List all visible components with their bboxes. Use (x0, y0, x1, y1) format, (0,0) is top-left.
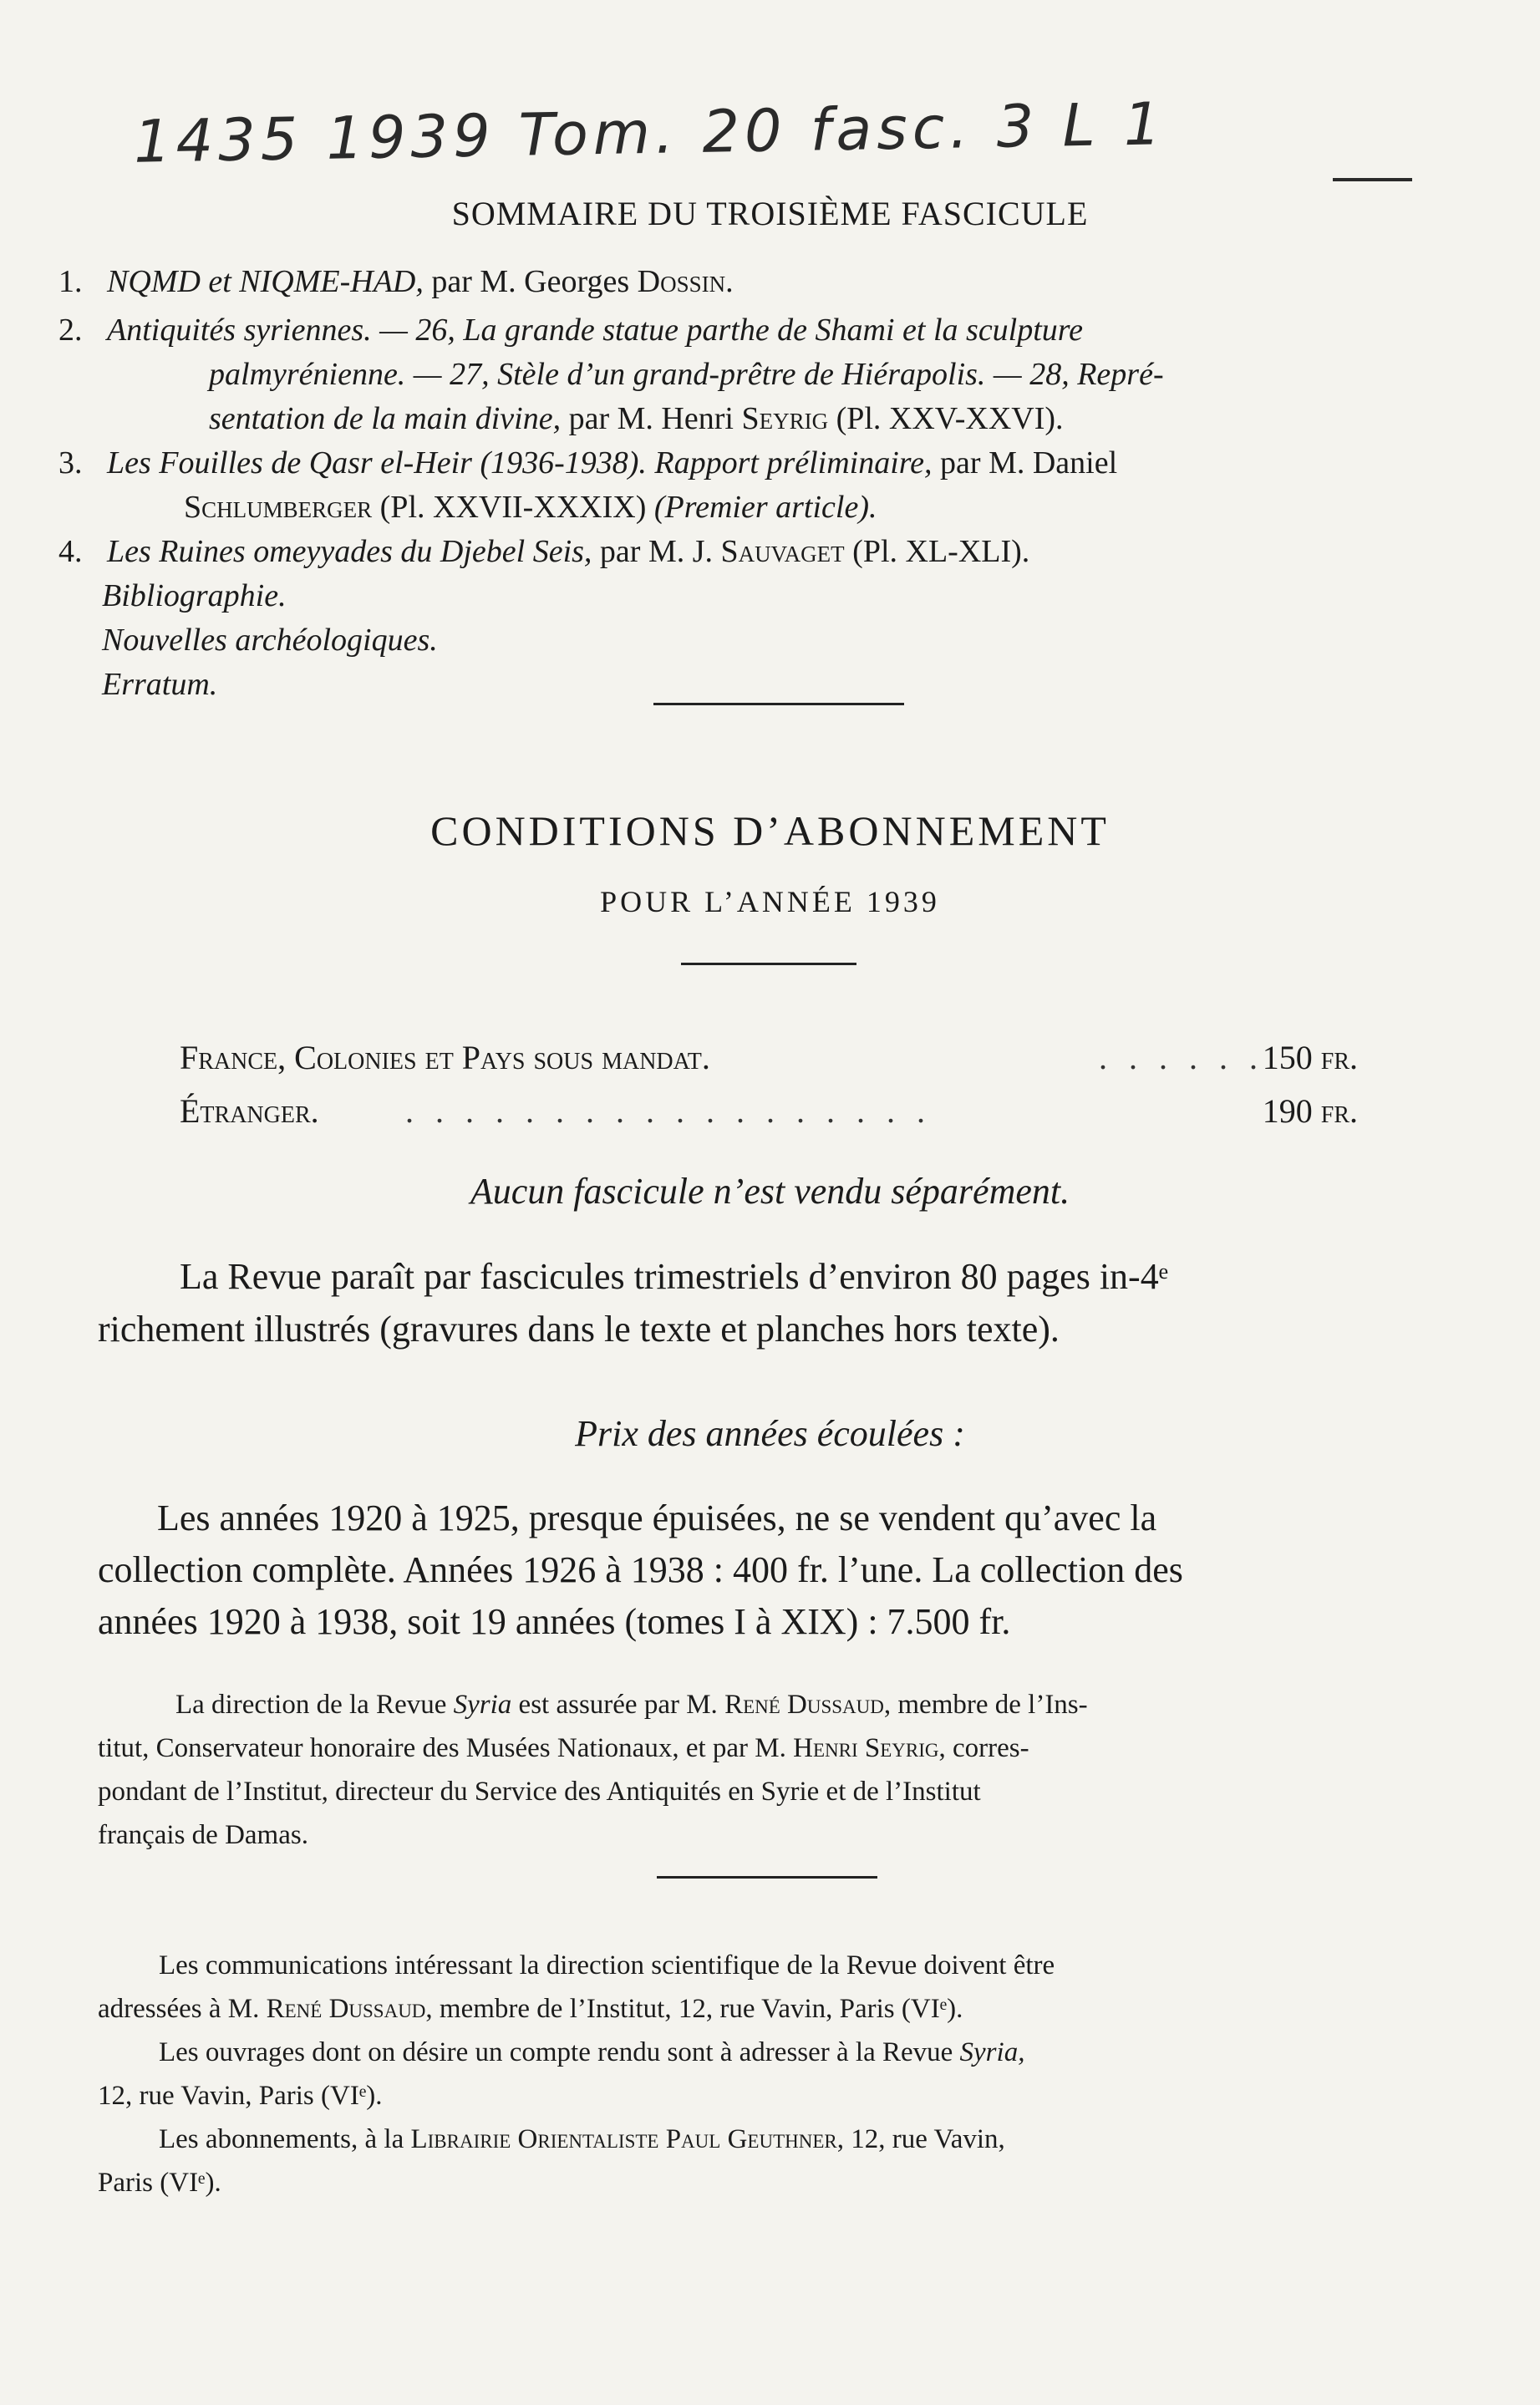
handwritten-catalog-note: 1435 1939 Tom. 20 fasc. 3 L 1 (133, 89, 1166, 176)
sommaire-item-3-line-1: 3. Les Fouilles de Qasr el-Heir (1936-1938). Rapport préliminaire, par M. Daniel (58, 445, 1118, 480)
sommaire-erratum: Erratum. (102, 667, 218, 702)
revue-paragraph-line-1: La Revue paraît par fascicules trimestriels d’environ 80 pages in-4ᵉ (180, 1256, 1168, 1297)
sommaire-item-2-line-2: palmyrénienne. — 27, Stèle d’un grand-prêtre de Hiérapolis. — 28, Repré- (209, 357, 1164, 392)
communications-line-3: Les ouvrages dont on désire un compte rendu sont à adresser à la Revue Syria, (159, 2037, 1025, 2067)
communications-line-6: Paris (VIᵉ). (98, 2168, 221, 2198)
revue-paragraph-line-2: richement illustrés (gravures dans le texte et planches hors texte). (98, 1309, 1060, 1350)
sommaire-title: SOMMAIRE DU TROISIÈME FASCICULE (451, 195, 1089, 232)
conditions-subtitle: POUR L’ANNÉE 1939 (600, 885, 940, 918)
direction-line-4: français de Damas. (98, 1820, 308, 1850)
sommaire-item-2-line-3: sentation de la main divine, par M. Henri Seyrig (Pl. XXV-XXVI). (209, 401, 1064, 436)
prix-heading: Prix des années écoulées : (575, 1413, 965, 1454)
document-page: 1435 1939 Tom. 20 fasc. 3 L 1 SOMMAIRE DU TROISIÈME FASCICULE 1. NQMD et NIQME-HAD, par M. Georges Dossin. 2. Antiquités syriennes. — 26, La grande statue parthe de Shami et la sculpture palmyrénienne. — 27, Stèle d’un grand-prêtre de Hiérapolis. — 28, Repré- sentation de la main divine, par M. Henri Seyrig (Pl. XXV-XXVI). 3. Les Fouilles de Qasr el-Heir (1936-1938). Rapport préliminaire, par M. Daniel Schlumberger (Pl. XXVII-XXXIX) (Premier article). 4. Les Ruines omeyyades du Djebel Seis, par M. J. Sauvaget (Pl. XL-XLI). Bibliographie. Nouvelles archéologiques. Erratum. CONDITIONS D’ABONNEMENT POUR L’ANNÉE 1939 France, Colonies et Pays sous mandat. . . . . . . 150 fr. Étranger. . . . . . . . . . . . . . . . . . . 190 fr. Aucun fascicule n’est vendu séparément. La Revue paraît par fascicules trimestriels d’environ 80 pages in-4ᵉ richement illustrés (gravures dans le texte et planches hors texte). Prix des années écoulées : Les années 1920 à 1925, presque épuisées, ne se vendent qu’avec la collection complète. Années 1926 à 1938 : 400 fr. l’une. La collection des années 1920 à 1938, soit 19 années (tomes I à XIX) : 7.500 fr. La direction de la Revue Syria est assurée par M. René Dussaud, membre de l’Ins- titut, Conservateur honoraire des Musées Nationaux, et par M. Henri Seyrig, corres- pondant de l’Institut, directeur du Service des Antiquités en Syrie et de l’Institut français de Damas. Les communications intéressant la direction scientifique de la Revue doivent être adressées à M. René Dussaud, membre de l’Institut, 12, rue Vavin, Paris (VIᵉ). Les ouvrages dont on désire un compte rendu sont à adresser à la Revue Syria, 12, rue Vavin, Paris (VIᵉ). Les abonnements, à la Librairie Orientaliste Paul Geuthner, 12, rue Vavin, Paris (VIᵉ). (0, 0, 1540, 2405)
sommaire-item-2-line-1: 2. Antiquités syriennes. — 26, La grande statue parthe de Shami et la sculpture (58, 313, 1084, 348)
sommaire-bibliographie: Bibliographie. (102, 578, 287, 613)
communications-line-4: 12, rue Vavin, Paris (VIᵉ). (98, 2081, 383, 2111)
section-divider (653, 703, 904, 705)
section-divider (657, 1876, 877, 1879)
communications-line-5: Les abonnements, à la Librairie Orientaliste Paul Geuthner, 12, rue Vavin, (159, 2124, 1005, 2154)
communications-line-1: Les communications intéressant la direction scientifique de la Revue doivent être (159, 1950, 1055, 1980)
prix-paragraph-line-2: collection complète. Années 1926 à 1938 : 400 fr. l’une. La collection des (98, 1549, 1183, 1590)
sommaire-nouvelles: Nouvelles archéologiques. (102, 623, 438, 658)
direction-line-3: pondant de l’Institut, directeur du Service des Antiquités en Syrie et de l’Institut (98, 1777, 981, 1807)
direction-line-1: La direction de la Revue Syria est assurée par M. René Dussaud, membre de l’Ins- (175, 1690, 1088, 1720)
conditions-note: Aucun fascicule n’est vendu séparément. (470, 1171, 1070, 1212)
sommaire-item-4: 4. Les Ruines omeyyades du Djebel Seis, par M. J. Sauvaget (Pl. XL-XLI). (58, 534, 1030, 569)
prix-paragraph-line-1: Les années 1920 à 1925, presque épuisées, ne se vendent qu’avec la (157, 1497, 1157, 1538)
direction-line-2: titut, Conservateur honoraire des Musées Nationaux, et par M. Henri Seyrig, corres- (98, 1733, 1029, 1763)
conditions-title: CONDITIONS D’ABONNEMENT (430, 807, 1110, 854)
sommaire-item-1: 1. NQMD et NIQME-HAD, par M. Georges Dossin. (58, 264, 734, 299)
section-divider (681, 963, 856, 965)
communications-line-2: adressées à M. René Dussaud, membre de l’Institut, 12, rue Vavin, Paris (VIᵉ). (98, 1994, 963, 2024)
prix-paragraph-line-3: années 1920 à 1938, soit 19 années (tomes I à XIX) : 7.500 fr. (98, 1601, 1011, 1642)
sommaire-item-3-line-2: Schlumberger (Pl. XXVII-XXXIX) (Premier article). (184, 490, 877, 525)
handwritten-underline (1333, 178, 1412, 181)
